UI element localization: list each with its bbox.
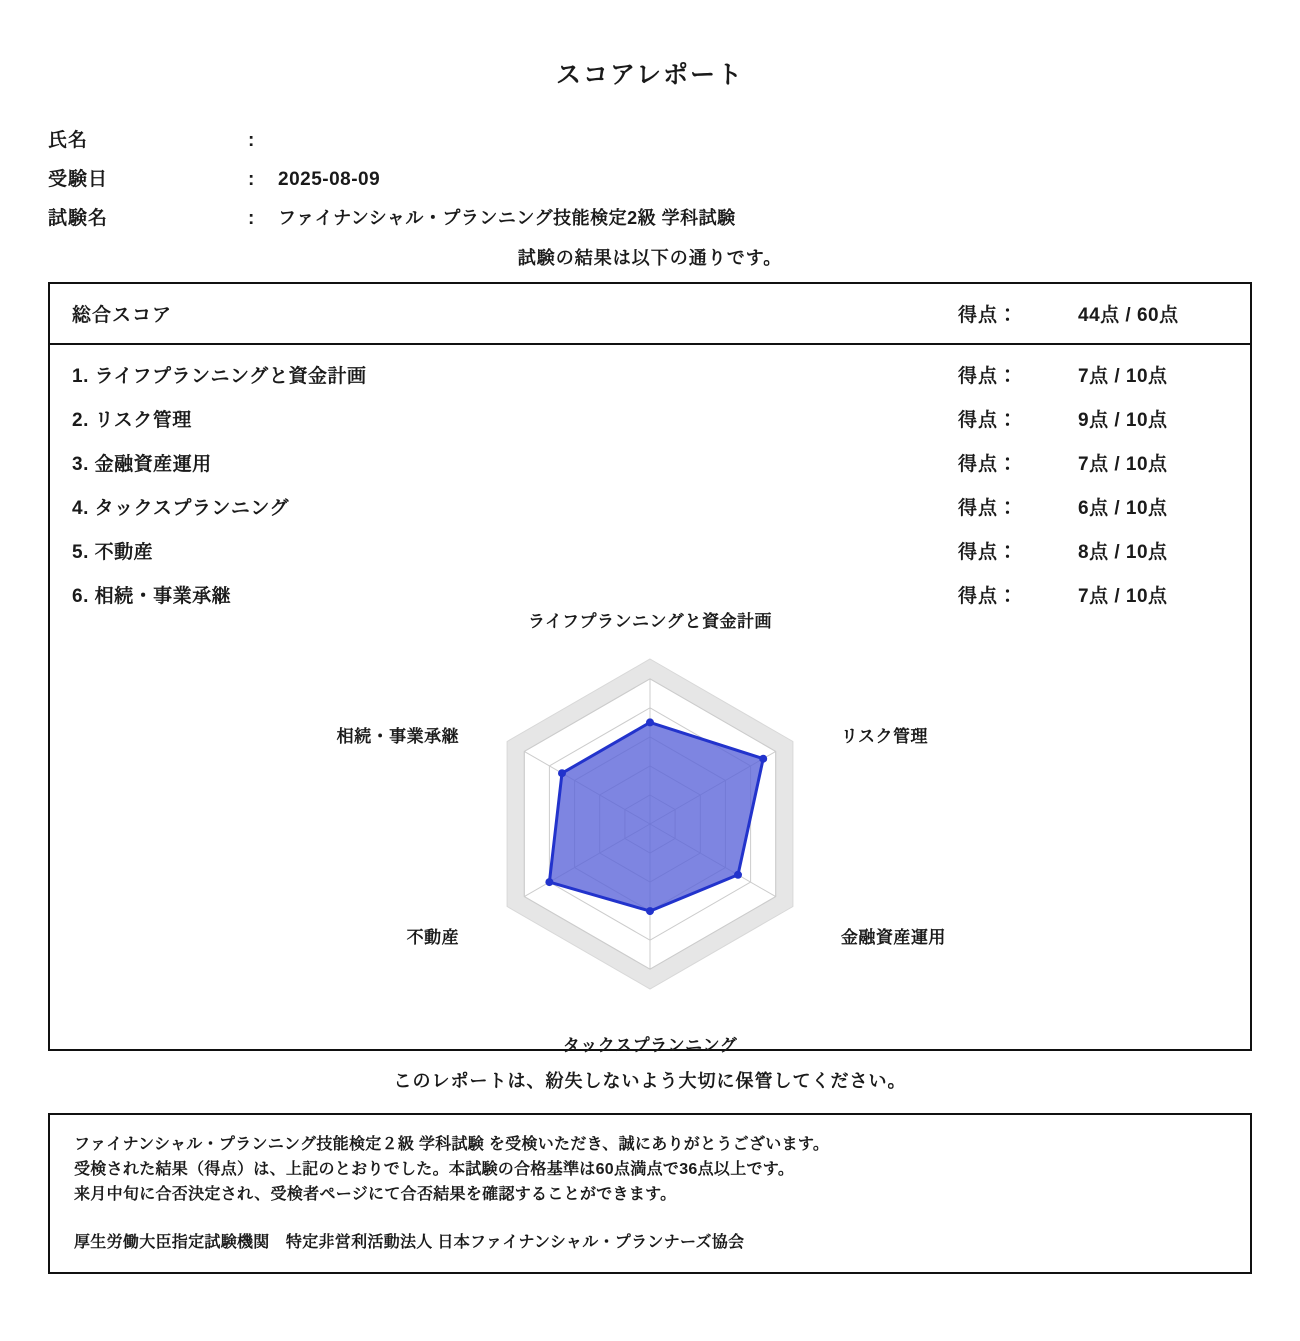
section-name: 5. 不動産: [72, 542, 154, 563]
meta-label-exam-date: 受験日: [48, 169, 109, 190]
section-row: [72, 405, 1228, 432]
notice-line: 受検された結果（得点）は、上記のとおりでした。本試験の合格基準は60点満点で36点以上です。: [74, 1160, 795, 1178]
section-row: [72, 537, 1228, 564]
score-panel: [48, 282, 1252, 1055]
section-score-value: 7点 / 10点: [1078, 586, 1168, 607]
page-title: スコアレポート: [555, 61, 744, 89]
meta-row-exam-name: [48, 203, 1300, 230]
radar-axis-label-tax: タックスプランニング: [562, 1036, 738, 1055]
meta-colon-exam-date: :: [248, 169, 255, 190]
radar-axis-label-realestate: 不動産: [406, 927, 460, 947]
radar-axis-label-life-planning: ライフプランニングと資金計画: [528, 612, 772, 631]
meta-label-name: 氏名: [48, 130, 89, 151]
section-score-keyword: 得点：: [958, 586, 1019, 607]
result-intro: 試験の結果は以下の通りです。: [517, 248, 783, 268]
section-score-value: 7点 / 10点: [1078, 366, 1168, 387]
section-score-value: 9点 / 10点: [1078, 410, 1168, 431]
notice-line: 来月中旬に合否決定され、受検者ページにて合否結果を確認することができます。: [74, 1185, 677, 1203]
score-report-page: [0, 55, 1300, 1341]
section-score-keyword: 得点：: [958, 498, 1019, 519]
section-score-value: 7点 / 10点: [1078, 454, 1168, 475]
section-name: 4. タックスプランニング: [72, 498, 290, 519]
notice-organization: 厚生労働大臣指定試験機関 特定非営利活動法人 日本ファイナンシャル・プランナーズ協会: [74, 1234, 745, 1252]
total-score-keyword: 得点：: [958, 305, 1019, 326]
section-name: 3. 金融資産運用: [72, 454, 212, 475]
keep-note: このレポートは、紛失しないよう大切に保管してください。: [393, 1071, 907, 1091]
section-score-value: 8点 / 10点: [1078, 542, 1168, 563]
radar-chart-svg: [340, 599, 960, 1039]
radar-axis-label-inheritance: 相続・事業承継: [336, 726, 460, 746]
meta-value-exam-date: 2025-08-09: [278, 169, 381, 190]
total-score-row: [50, 284, 1250, 345]
meta-row-name: [48, 125, 1300, 152]
total-score-value: 44点 / 60点: [1078, 305, 1179, 326]
section-row: [72, 493, 1228, 520]
meta-colon-exam-name: :: [248, 208, 255, 229]
section-name: 6. 相続・事業承継: [72, 586, 232, 607]
section-row: [72, 361, 1228, 388]
section-score-keyword: 得点：: [958, 454, 1019, 475]
total-score-label: 総合スコア: [72, 305, 173, 326]
examinee-meta: [48, 125, 1300, 230]
meta-label-exam-name: 試験名: [48, 208, 109, 229]
meta-row-exam-date: [48, 164, 1300, 191]
section-row: [72, 449, 1228, 476]
radar-axis-label-finance: 金融資産運用: [840, 927, 946, 947]
notice-panel: [48, 1113, 1252, 1274]
section-score-value: 6点 / 10点: [1078, 498, 1168, 519]
section-score-keyword: 得点：: [958, 366, 1019, 387]
section-name: 2. リスク管理: [72, 410, 192, 431]
meta-colon-name: :: [248, 130, 255, 151]
notice-line: ファイナンシャル・プランニング技能検定２級 学科試験 を受検いただき、誠にありがとうございます。: [74, 1136, 830, 1153]
radar-chart: [50, 599, 1250, 1055]
meta-value-exam-name: ファイナンシャル・プランニング技能検定2級 学科試験: [278, 208, 736, 228]
radar-axis-label-risk: リスク管理: [840, 726, 929, 746]
section-score-keyword: 得点：: [958, 542, 1019, 563]
section-name: 1. ライフプランニングと資金計画: [72, 366, 367, 387]
section-score-list: [50, 345, 1250, 608]
section-score-keyword: 得点：: [958, 410, 1019, 431]
